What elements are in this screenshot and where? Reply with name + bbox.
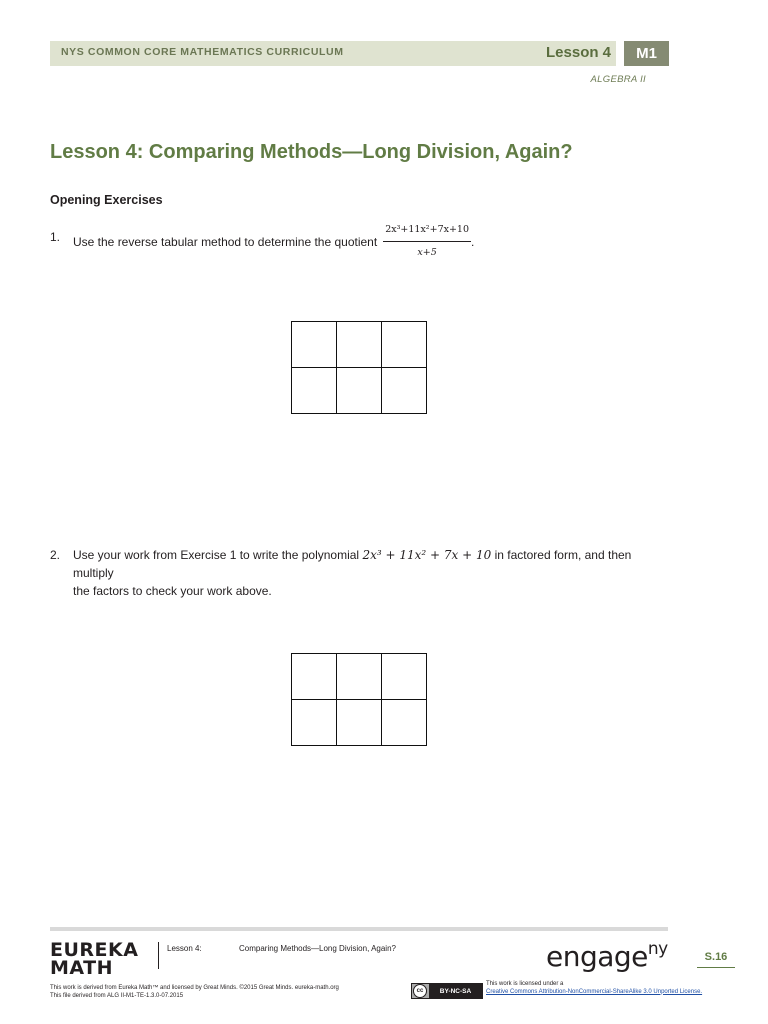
polynomial-expression: 2x³ + 11x² + 7x + 10 [362, 548, 492, 562]
grid-cell[interactable] [292, 322, 337, 368]
engageny-logo [546, 939, 668, 973]
tabular-grid-2 [291, 653, 427, 746]
exercise-1-number: 1. [50, 230, 61, 244]
grid-cell[interactable] [292, 700, 337, 746]
curriculum-label: NYS COMMON CORE MATHEMATICS CURRICULUM [61, 46, 344, 58]
footer-rule [50, 927, 668, 931]
quotient-fraction [383, 221, 471, 262]
footer-lesson: Lesson 4: [167, 944, 202, 953]
logo-line-2: MATH [50, 957, 113, 979]
exercise-1-period: . [471, 234, 475, 249]
grid-cell[interactable] [382, 322, 427, 368]
exercise-2-line-1 [73, 546, 673, 582]
tabular-grid-1 [291, 321, 427, 414]
grid-cell[interactable] [382, 654, 427, 700]
exercise-1-text [73, 221, 474, 262]
page-title: Lesson 4: Comparing Methods—Long Division, Again? [50, 141, 573, 163]
license-text [486, 981, 702, 996]
lesson-label: Lesson 4 [546, 44, 612, 61]
grid-cell[interactable] [337, 654, 382, 700]
eureka-math-logo [50, 941, 138, 977]
exercise-2-prompt-cont: in factored form, and then multiply [73, 548, 632, 580]
grid-cell[interactable] [292, 654, 337, 700]
engage-word: engage [546, 940, 648, 973]
exercise-2-line-2: the factors to check your work above. [73, 584, 272, 598]
section-heading: Opening Exercises [50, 193, 163, 207]
grid-cell[interactable] [337, 700, 382, 746]
exercise-2-text [73, 546, 673, 600]
credit-text [50, 985, 339, 1000]
grid-cell[interactable] [382, 368, 427, 414]
grid-cell[interactable] [337, 368, 382, 414]
fraction-numerator: 2x³+11x²+7x+10 [383, 221, 471, 242]
license-line-1: This work is licensed under a [486, 981, 564, 987]
exercise-2-number: 2. [50, 548, 61, 562]
fraction-denominator: x+5 [417, 247, 437, 258]
cc-license-badge[interactable] [411, 983, 483, 999]
footer-divider [158, 942, 159, 969]
grid-cell[interactable] [292, 368, 337, 414]
footer-lesson-title: Comparing Methods—Long Division, Again? [239, 944, 396, 953]
credit-line-1: This work is derived from Eureka Math™ and licensed by Great Minds. ©2015 Great Minds. eureka-math.org [50, 985, 339, 991]
exercise-1-prompt: Use the reverse tabular method to determine the quotient [73, 234, 378, 249]
course-label: ALGEBRA II [590, 74, 646, 85]
grid-cell[interactable] [337, 322, 382, 368]
cc-badge-text: BY-NC-SA [429, 984, 482, 998]
cc-icon: cc [413, 984, 427, 998]
credit-line-2: This file derived from ALG II-M1-TE-1.3.0-07.2015 [50, 992, 184, 999]
module-badge: M1 [624, 41, 669, 66]
grid-cell[interactable] [382, 700, 427, 746]
logo-line-1: EUREKA [50, 939, 139, 961]
engage-sup: ny [647, 939, 668, 959]
page-number: S.16 [697, 951, 735, 968]
license-link[interactable]: Creative Commons Attribution-NonCommercial-ShareAlike 3.0 Unported License. [486, 988, 703, 995]
exercise-2-prompt: Use your work from Exercise 1 to write the polynomial [73, 548, 360, 562]
